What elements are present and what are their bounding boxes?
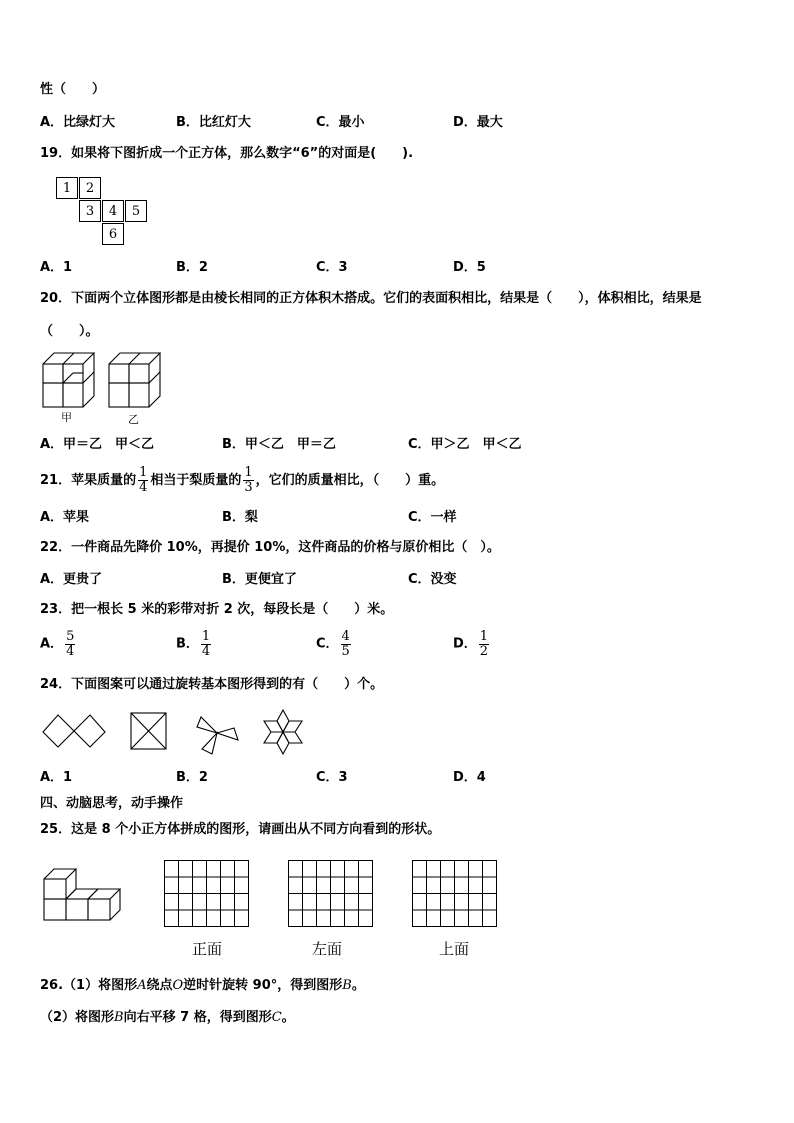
- label-front-view: 正面: [192, 940, 223, 958]
- q26-text: 。: [281, 1010, 295, 1025]
- fraction: [201, 630, 211, 659]
- q19-option-a: A．1: [40, 260, 73, 275]
- left-view-grid[interactable]: [288, 860, 374, 928]
- option-letter: D．: [453, 636, 477, 652]
- fraction: [479, 630, 489, 659]
- frac-num: 5: [66, 629, 75, 644]
- label-jia: 甲: [61, 411, 72, 424]
- q18-option-b: B．比红灯大: [176, 115, 251, 130]
- q24-option-c: C．3: [316, 770, 348, 785]
- q23-question: 23．把一根长 5 米的彩带对折 2 次，每段长是（ ）米。: [40, 602, 394, 617]
- frac-den: 3: [244, 480, 253, 495]
- fraction: [65, 630, 75, 659]
- frac-den: 2: [479, 644, 489, 659]
- q26-text: （2）将图形: [40, 1010, 115, 1025]
- section-heading: 四、动脑思考，动手操作: [40, 796, 184, 811]
- q23-option-b: [176, 630, 213, 659]
- net-cell: 4: [102, 200, 124, 222]
- q26-text: 。: [351, 978, 365, 993]
- var-c: C: [271, 1010, 282, 1025]
- q26-text: 绕点: [146, 978, 173, 993]
- q24-option-d: D．4: [453, 770, 486, 785]
- net-cell: 5: [125, 200, 147, 222]
- frac-den: 4: [139, 480, 148, 495]
- frac-num: 1: [244, 465, 253, 480]
- label-left-view: 左面: [312, 940, 343, 958]
- fraction: [341, 630, 351, 659]
- q21-text-3: ，它们的质量相比，（ ）重。: [255, 473, 445, 488]
- frac-num: 1: [139, 465, 148, 480]
- q22-option-a: A．更贵了: [40, 572, 103, 587]
- option-letter: B．: [176, 636, 199, 652]
- q22-option-c: C．没变: [408, 572, 457, 587]
- frac-den: 4: [66, 644, 75, 659]
- q20-question-line2: （ ）。: [40, 324, 99, 339]
- var-b: B: [342, 978, 352, 993]
- q20-option-a: A．甲＝乙 甲＜乙: [40, 437, 155, 452]
- q26-text: 逆时针旋转 90°，得到图形: [183, 978, 343, 993]
- cube-solids-figure: [40, 350, 172, 430]
- q26-text: 26.（1）将图形: [40, 978, 138, 993]
- q19-option-b: B．2: [176, 260, 208, 275]
- q19-option-d: D．5: [453, 260, 486, 275]
- q21-text-2: 相当于梨质量的: [150, 473, 242, 488]
- label-top-view: 上面: [439, 940, 470, 958]
- frac-num: 1: [479, 629, 489, 644]
- var-b: B: [114, 1010, 124, 1025]
- q18-continuation: 性（ ）: [40, 82, 106, 97]
- var-o: O: [172, 978, 184, 993]
- q21-option-a: A．苹果: [40, 510, 90, 525]
- option-letter: A．: [40, 636, 64, 652]
- net-cell: 3: [79, 200, 101, 222]
- q22-option-b: B．更便宜了: [222, 572, 297, 587]
- q23-option-c: [316, 630, 353, 659]
- q23-option-d: [453, 630, 491, 659]
- frac-num: 4: [341, 629, 350, 644]
- q22-question: 22．一件商品先降价 10%，再提价 10%，这件商品的价格与原价相比（ ）。: [40, 540, 500, 555]
- q21-option-b: B．梨: [222, 510, 258, 525]
- label-yi: 乙: [128, 413, 139, 426]
- q20-option-c: C．甲＞乙 甲＜乙: [408, 437, 522, 452]
- q26-part2: [40, 1010, 295, 1026]
- q19-question: 19．如果将下图折成一个正方体，那么数字“6”的对面是( ).: [40, 146, 414, 161]
- q26-text: 向右平移 7 格，得到图形: [123, 1010, 272, 1025]
- var-a: A: [137, 978, 147, 993]
- frac-num: 1: [201, 629, 211, 644]
- q24-option-a: A．1: [40, 770, 73, 785]
- cube-stack-figure: [42, 864, 126, 924]
- top-view-grid[interactable]: [412, 860, 498, 928]
- q18-option-c: C．最小: [316, 115, 365, 130]
- q18-option-d: D．最大: [453, 115, 503, 130]
- frac-den: 5: [341, 644, 350, 659]
- fraction-one-quarter: [138, 466, 148, 495]
- q26-part1: [40, 978, 365, 994]
- frac-den: 4: [201, 644, 211, 659]
- q21-question: [40, 463, 444, 499]
- q21-option-c: C．一样: [408, 510, 457, 525]
- q23-option-a: [40, 630, 77, 659]
- net-cell: 1: [56, 177, 78, 199]
- net-cell: 2: [79, 177, 101, 199]
- q20-option-b: B．甲＜乙 甲＝乙: [222, 437, 336, 452]
- front-view-grid[interactable]: [164, 860, 250, 928]
- q25-question: 25．这是 8 个小正方体拼成的图形，请画出从不同方向看到的形状。: [40, 822, 441, 837]
- q21-text-1: 21．苹果质量的: [40, 473, 137, 488]
- q20-question-line1: 20．下面两个立体图形都是由棱长相同的正方体积木搭成。它们的表面积相比，结果是（ ），体积相比，结果是: [40, 291, 702, 306]
- rotation-patterns-figure: [40, 705, 310, 757]
- q19-option-c: C．3: [316, 260, 348, 275]
- q24-question: 24．下面图案可以通过旋转基本图形得到的有（ ）个。: [40, 677, 384, 692]
- q18-option-a: A．比绿灯大: [40, 115, 116, 130]
- fraction-one-third: [243, 466, 253, 495]
- cube-net-figure: [56, 177, 156, 246]
- q24-option-b: B．2: [176, 770, 208, 785]
- net-cell: 6: [102, 223, 124, 245]
- option-letter: C．: [316, 636, 339, 652]
